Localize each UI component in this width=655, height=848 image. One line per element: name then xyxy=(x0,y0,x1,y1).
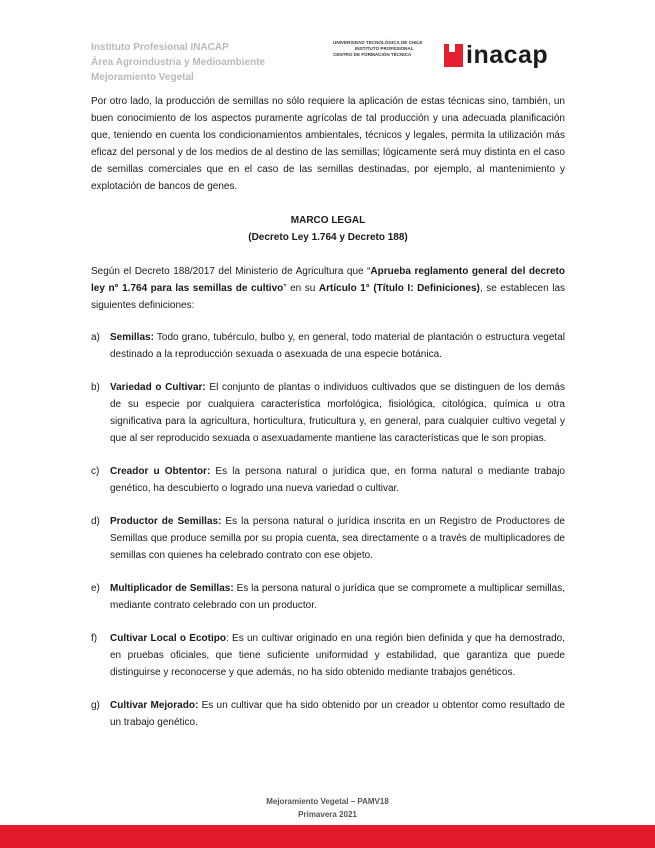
definition-term: Semillas: xyxy=(110,332,154,343)
decree-text: , se establecen las siguientes definiciones: xyxy=(91,283,566,311)
definition-item xyxy=(91,697,565,731)
definition-text: Todo grano, tubérculo, bulbo y, en general, todo material de plantación o estructura vegetal destinado a la reproducción sexuada o asexuada de una especie botánica. xyxy=(110,332,565,360)
definition-letter: f) xyxy=(91,633,98,644)
definition-letter: e) xyxy=(91,583,100,594)
definition-term: Productor de Semillas: xyxy=(110,516,222,527)
intro-paragraph: Por otro lado, la producción de semillas no sólo requiere la aplicación de estas técnicas sino, también, un buen conocimiento de los aspectos puramente agrícolas de tal producción y una adecuada planificación que, teniendo en cuenta los condicionamientos ambientales, técnicos y legales, permita la utilización más eficaz del personal y de los medios de al destino de las semillas; lógicamente será muy distinta en el caso de semillas comerciales que en el caso de las semillas destinadas, por ejemplo, al mantenimiento y explotación de bancos de genes. xyxy=(91,96,565,192)
inacap-logo-icon xyxy=(444,44,463,67)
decree-paragraph xyxy=(91,263,565,314)
definition-item xyxy=(91,513,565,564)
definition-text: : Es un cultivar originado en una región bien definida y que ha demostrado, en pruebas oficiales, que tiene suficiente uniformidad y estabilidad, que garantiza que puede distinguirse y reconocerse y que además, no ha sido obtenido mediante trabajos genéticos. xyxy=(110,633,565,678)
definition-item xyxy=(91,630,565,681)
utem-caption xyxy=(333,40,433,58)
definition-term: Cultivar Local o Ecotipo xyxy=(110,633,226,644)
utem-line: CENTRO DE FORMACIÓN TÉCNICA xyxy=(333,52,412,57)
definition-text: Es la persona natural o jurídica inscrita en un Registro de Productores de Semillas que produce semilla por su propia cuenta, sea directamente o a través de multiplicadores de semillas con quienes ha celebrado contrato con ese objeto. xyxy=(110,516,565,561)
definition-item xyxy=(91,329,565,363)
header-institution-block xyxy=(91,40,265,85)
definition-text: Es la persona natural o jurídica que se compromete a multiplicar semillas, mediante contrato celebrado con un productor. xyxy=(110,583,565,611)
decree-text: Según el Decreto 188/2017 del Ministerio de Agricultura que “ xyxy=(91,266,371,277)
section-subtitle: (Decreto Ley 1.764 y Decreto 188) xyxy=(248,232,408,243)
document-body xyxy=(91,93,565,731)
decree-text: ” en su xyxy=(283,283,319,294)
definition-text: Es la persona natural o jurídica que, en forma natural o mediante trabajo genético, ha descubierto o logrado una nueva variedad o cultivar. xyxy=(110,466,565,494)
footer-term: Primavera 2021 xyxy=(298,810,357,819)
definition-letter: d) xyxy=(91,516,100,527)
footer-red-bar xyxy=(0,825,655,848)
definition-letter: a) xyxy=(91,332,100,343)
inacap-logo-text: inacap xyxy=(466,41,549,69)
decree-title: Aprueba reglamento general del decreto ley n° 1.764 para las semillas de cultivo xyxy=(91,266,565,294)
definition-letter: g) xyxy=(91,700,100,711)
definition-term: Multiplicador de Semillas: xyxy=(110,583,234,594)
institution-name: Instituto Profesional INACAP xyxy=(91,42,229,53)
page-footer xyxy=(0,795,655,821)
definition-item xyxy=(91,463,565,497)
definition-term: Cultivar Mejorado: xyxy=(110,700,199,711)
definition-text: Es un cultivar que ha sido obtenido por un creador u obtentor como resultado de un trabajo genético. xyxy=(110,700,565,728)
utem-line: UNIVERSIDAD TECNOLÓGICA DE CHILE xyxy=(333,40,423,45)
definition-item xyxy=(91,379,565,447)
decree-article: Artículo 1° (Título I: Definiciones) xyxy=(318,283,480,294)
definition-term: Variedad o Cultivar: xyxy=(110,382,206,393)
section-title: MARCO LEGAL xyxy=(290,215,366,226)
inacap-logo xyxy=(444,42,548,68)
definition-item xyxy=(91,580,565,614)
definitions-list xyxy=(91,329,565,731)
definition-text: El conjunto de plantas o individuos cultivados que se distinguen de los demás de su especie por cualquiera característica morfológica, fisiológica, citológica, química u otra significativa para la agricultura, horticultura, fruticultura y, en general, para cualquier cultivo vegetal y que al ser reproducido sexuada o asexuadamente mantiene las características que le son propias. xyxy=(110,382,565,444)
definition-term: Creador u Obtentor: xyxy=(110,466,211,477)
footer-course: Mejoramiento Vegetal – PAMV18 xyxy=(266,797,389,806)
area-name: Área Agroindustria y Medioambiente xyxy=(91,57,266,68)
definition-letter: b) xyxy=(91,382,100,393)
utem-line: INSTITUTO PROFESIONAL xyxy=(355,46,414,51)
definition-letter: c) xyxy=(91,466,100,477)
course-name: Mejoramiento Vegetal xyxy=(91,72,194,83)
